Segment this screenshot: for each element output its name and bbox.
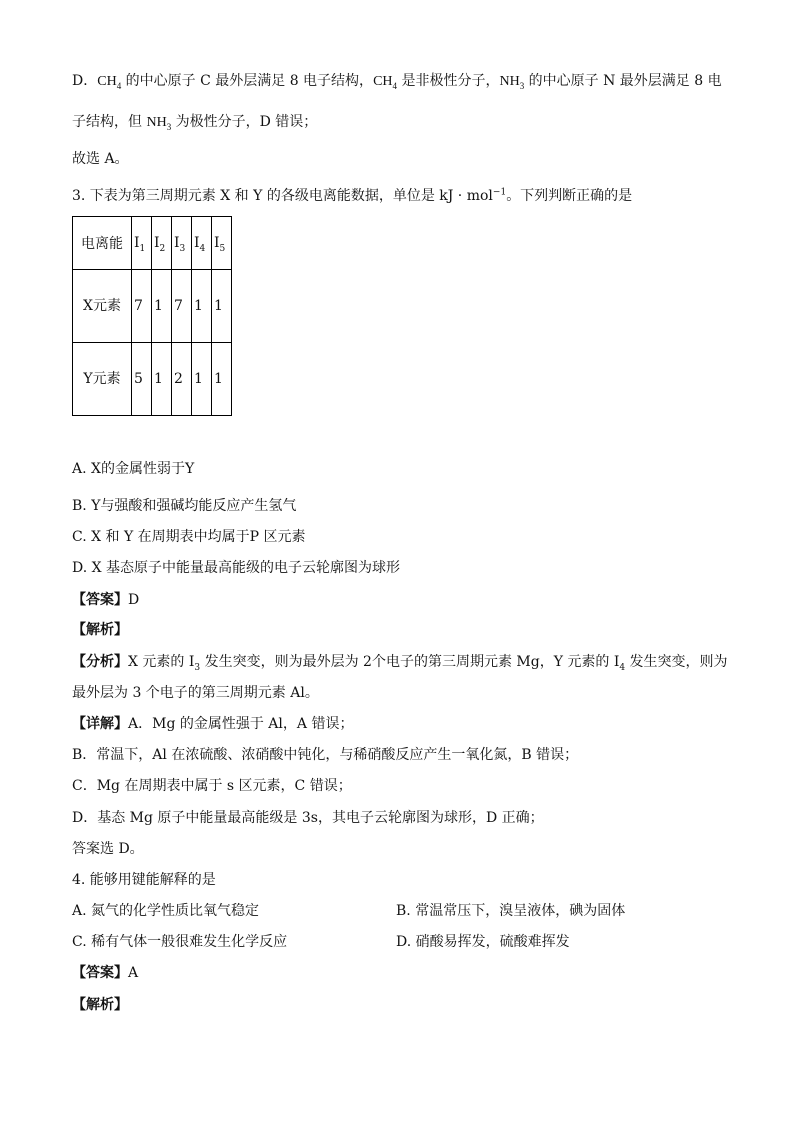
q3-answer: 【答案】D [72,592,140,608]
table-cell: 2 [172,343,192,416]
ionization-energy-table [72,216,232,416]
q3-detail-d: D．基态 Mg 原子中能量最高能级是 3s，其电子云轮廓图为球形，D 正确； [72,810,544,826]
q3-option-a: A. X的金属性弱于Y [72,461,195,477]
table-row [73,270,232,343]
table-row-label-y: Y元素 [73,343,132,416]
answer-tag: 【答案】 [72,592,128,608]
table-header-i4: $I_4$ [192,217,212,270]
table-header-label: 电离能 [73,217,132,270]
table-cell: 5 [132,343,152,416]
table-header-row [73,217,232,270]
formula-ch4: $CH_4$ [373,74,398,91]
q4-option-d: D. 硝酸易挥发，硫酸难挥发 [396,934,570,950]
formula-nh3: $NH_3$ [499,74,525,91]
q3-option-b: B. Y与强酸和强碱均能反应产生氢气 [72,498,297,514]
formula-nh3: $NH_3$ [146,115,172,132]
q3-choose: 答案选 D。 [72,841,144,857]
q3-analysis-line2: 最外层为 3 个电子的第三周期元素 Al。 [72,685,319,701]
table-header-i2: $I_2$ [152,217,172,270]
table-cell: 7 [132,270,152,343]
q4-option-b: B. 常温常压下，溴呈液体，碘为固体 [396,903,626,919]
q4-answer: 【答案】A [72,965,139,981]
q4-option-a: A. 氮气的化学性质比氧气稳定 [72,903,260,919]
answer-tag: 【答案】 [72,965,128,981]
prev-choose-line: 故选 A。 [72,151,129,167]
table-cell: 1 [212,343,232,416]
q3-jiexi-tag: 【解析】 [72,622,128,638]
prev-option-d-line2: 子结构，但 $NH_3$ 为极性分子，D 错误； [72,114,318,132]
q4-jiexi-tag: 【解析】 [72,997,128,1013]
q3-option-d: D. X 基态原子中能量最高能级的电子云轮廓图为球形 [72,560,401,576]
q3-option-c: C. X 和 Y 在周期表中均属于P 区元素 [72,529,306,545]
table-cell: 1 [212,270,232,343]
q4-stem: 4. 能够用键能解释的是 [72,872,216,888]
table-header-i1: $I_1$ [132,217,152,270]
table-row [73,343,232,416]
table-cell: 1 [192,270,212,343]
q3-detail-a: 【详解】A．Mg 的金属性强于 Al，A 错误； [72,716,354,732]
formula-ch4: $CH_4$ [97,74,122,91]
q3-detail-c: C．Mg 在周期表中属于 s 区元素，C 错误； [72,778,352,794]
table-cell: 1 [192,343,212,416]
table-cell: 7 [172,270,192,343]
table-header-i3: $I_3$ [172,217,192,270]
q3-analysis-line1: 【分析】X 元素的 $I_3$ 发生突变，则为最外层为 2个电子的第三周期元素 Mg，Y 元素的 $I_4$ 发生突变，则为 [72,654,728,673]
table-row-label-x: X元素 [73,270,132,343]
table-header-i5: $I_5$ [212,217,232,270]
q4-option-c: C. 稀有气体一般很难发生化学反应 [72,934,288,950]
table-cell: 1 [152,270,172,343]
q3-detail-b: B．常温下，Al 在浓硫酸、浓硝酸中钝化，与稀硝酸反应产生一氧化氮，B 错误； [72,747,579,763]
table-cell: 1 [152,343,172,416]
prev-option-d-line1: D．$CH_4$ 的中心原子 C 最外层满足 8 电子结构，$CH_4$ 是非极性分子，$NH_3$ 的中心原子 N 最外层满足 8 电 [72,73,722,91]
q3-stem: 3. 下表为第三周期元素 X 和 Y 的各级电离能数据，单位是 kJ · mol$^{-1}$。下列判断正确的是 [72,187,633,204]
